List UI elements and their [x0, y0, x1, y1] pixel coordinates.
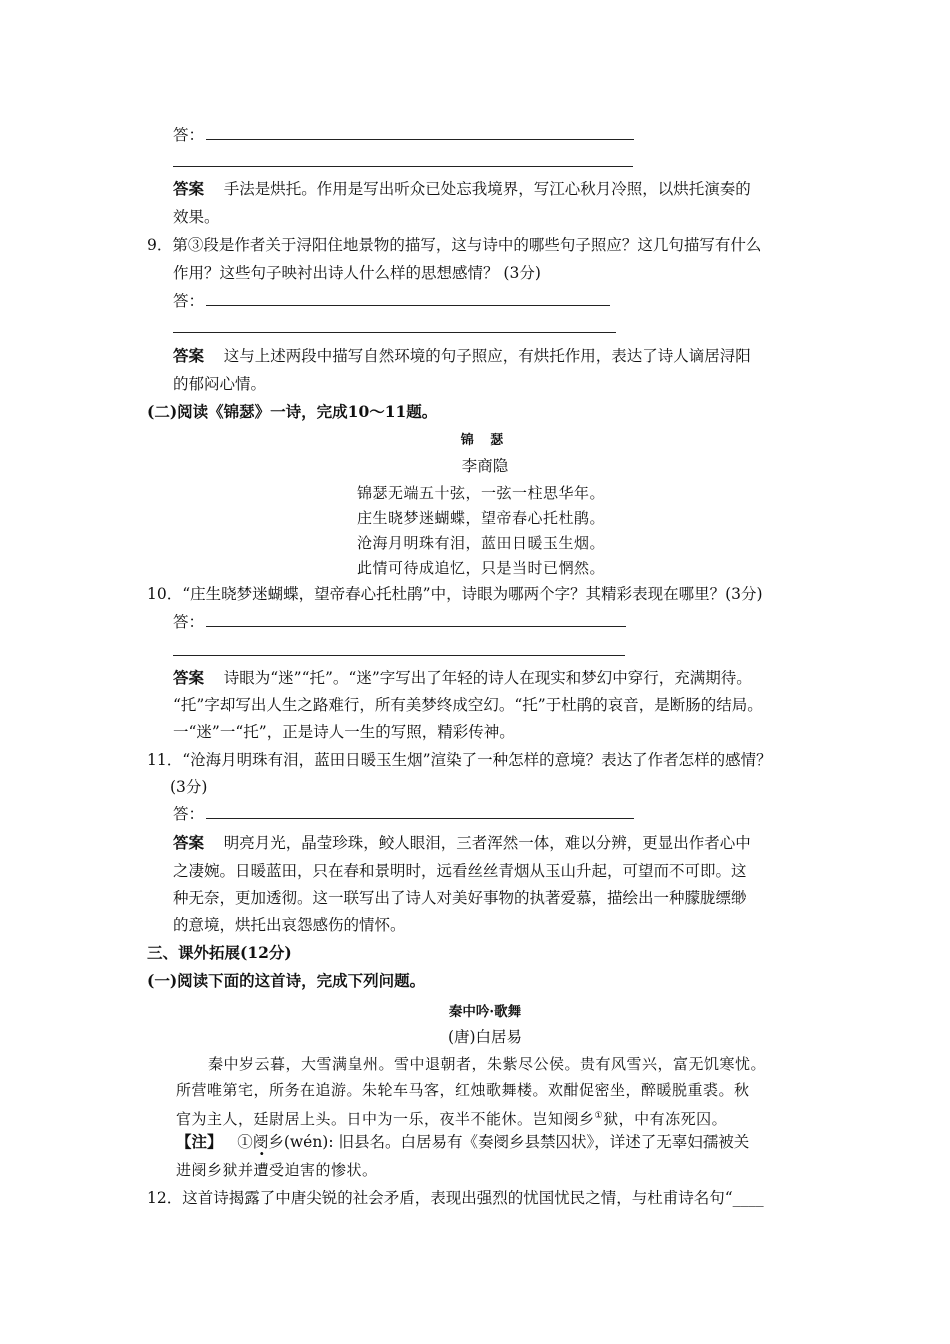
answer-label: 答案 — [173, 833, 205, 852]
answer-blank-line[interactable] — [206, 290, 610, 306]
question-9-line1: 9．第③段是作者关于浔阳住地景物的描写，这与诗中的哪些句子照应？这几句描写有什么 — [147, 236, 762, 254]
answer-text-line: 这与上述两段中描写自然环境的句子照应，有烘托作用，表达了诗人谪居浔阳 — [223, 347, 751, 365]
question-11-line1: 11．“沧海月明珠有泪，蓝田日暖玉生烟”渲染了一种怎样的意境？表达了作者怎样的感情？ — [147, 751, 772, 769]
poem-body-text: 官为主人，廷尉居上头。日中为一乐，夜半不能休。岂知阌乡 — [176, 1110, 595, 1128]
note-text: 乡(wén): 旧县名。白居易有《奏阌乡县禁囚状》，详述了无辜妇孺被关 — [268, 1133, 750, 1151]
answer-text-line: 效果。 — [173, 208, 220, 226]
footnote-marker: ① — [594, 1111, 604, 1121]
answer-label: 答案 — [173, 179, 205, 198]
note-text: 进阌乡狱并遭受迫害的惨状。 — [176, 1161, 378, 1179]
poem-title: 锦 瑟 — [460, 433, 510, 448]
poem-line: 此情可待成追忆，只是当时已惘然。 — [357, 559, 606, 577]
question-9-line2: 作用？这些句子映衬出诗人什么样的思想感情？ (3分) — [173, 264, 541, 282]
answer-prompt: 答： — [173, 805, 205, 823]
answer-blank-line[interactable] — [206, 124, 634, 140]
question-10-line1: 10．“庄生晓梦迷蝴蝶，望帝春心托杜鹃”中，诗眼为哪两个字？其精彩表现在哪里？(3分) — [147, 585, 763, 603]
answer-text-line: 种无奈，更加透彻。这一联写出了诗人对美好事物的执著爱慕，描绘出一种朦胧缥缈 — [173, 889, 747, 907]
answer-text-line: 手法是烘托。作用是写出听众已处忘我境界，写江心秋月冷照，以烘托演奏的 — [223, 180, 751, 198]
section-heading: 三、课外拓展(12分) — [147, 943, 292, 962]
poem-note — [176, 1131, 749, 1153]
answer-prompt: 答： — [173, 126, 205, 144]
answer-text-line: “托”字却写出人生之路难行，所有美梦终成空幻。“托”于杜鹃的哀音，是断肠的结局。 — [173, 696, 763, 714]
answer-blank-row — [173, 290, 610, 312]
answer-blank-line[interactable] — [206, 803, 634, 819]
poem-author: (唐)白居易 — [447, 1028, 523, 1046]
poem-body-text: 狱，中有冻死囚。 — [603, 1110, 728, 1128]
answer-blank-row — [173, 124, 634, 146]
answer-text-line: 一“迷”一“托”，正是诗人一生的写照，精彩传神。 — [173, 723, 515, 741]
answer-text-line: 诗眼为“迷”“托”。“迷”字写出了年轻的诗人在现实和梦幻中穿行，充满期待。 — [223, 669, 752, 687]
answer-prompt: 答： — [173, 292, 205, 310]
poem-line: 锦瑟无端五十弦，一弦一柱思华年。 — [357, 484, 606, 502]
section-heading: (二)阅读《锦瑟》一诗，完成10～11题。 — [147, 402, 438, 421]
answer-blank-line[interactable] — [173, 655, 625, 656]
poem-title: 秦中吟·歌舞 — [448, 1004, 522, 1020]
answer-prompt: 答： — [173, 613, 205, 631]
answer-label: 答案 — [173, 668, 205, 687]
answer-blank-line[interactable] — [173, 166, 633, 167]
poem-line: 沧海月明珠有泪，蓝田日暖玉生烟。 — [357, 534, 606, 552]
poem-body-line: 所营唯第宅，所务在追游。朱轮车马客，红烛歌舞楼。欢酣促密坐，醉暖脱重裘。秋 — [176, 1081, 750, 1099]
answer-text-line: 明亮月光，晶莹珍珠，鲛人眼泪，三者浑然一体，难以分辨，更显出作者心中 — [223, 834, 751, 852]
answer-text-line: 的郁闷心情。 — [173, 375, 267, 393]
answer-label: 答案 — [173, 346, 205, 365]
answer-text — [173, 832, 751, 854]
note-marker: ① — [237, 1133, 253, 1151]
poem-line: 庄生晓梦迷蝴蝶，望帝春心托杜鹃。 — [357, 509, 606, 527]
emphasis-char: 阌 — [252, 1133, 269, 1151]
answer-text — [173, 667, 752, 689]
poem-author: 李商隐 — [461, 457, 509, 475]
answer-blank-row — [173, 611, 626, 633]
answer-blank-line[interactable] — [173, 332, 616, 333]
note-label: 【注】 — [176, 1132, 223, 1151]
poem-body-line — [176, 1105, 727, 1130]
question-11-line2: (3分) — [170, 778, 208, 796]
answer-text-line: 的意境，烘托出哀怨感伤的情怀。 — [173, 916, 406, 934]
section-subheading: (一)阅读下面的这首诗，完成下列问题。 — [147, 971, 426, 990]
question-12-line1: 12．这首诗揭露了中唐尖锐的社会矛盾，表现出强烈的忧国忧民之情，与杜甫诗名句“____ — [147, 1189, 764, 1207]
answer-blank-line[interactable] — [206, 611, 626, 627]
answer-text — [173, 345, 751, 367]
poem-body-line: 秦中岁云暮，大雪满皇州。雪中退朝者，朱紫尽公侯。贵有风雪兴，富无饥寒忧。 — [208, 1055, 767, 1073]
answer-blank-row — [173, 803, 634, 825]
answer-text — [173, 178, 751, 200]
answer-text-line: 之凄婉。日暖蓝田，只在春和景明时，远看丝丝青烟从玉山升起，可望而不可即。这 — [173, 862, 747, 880]
